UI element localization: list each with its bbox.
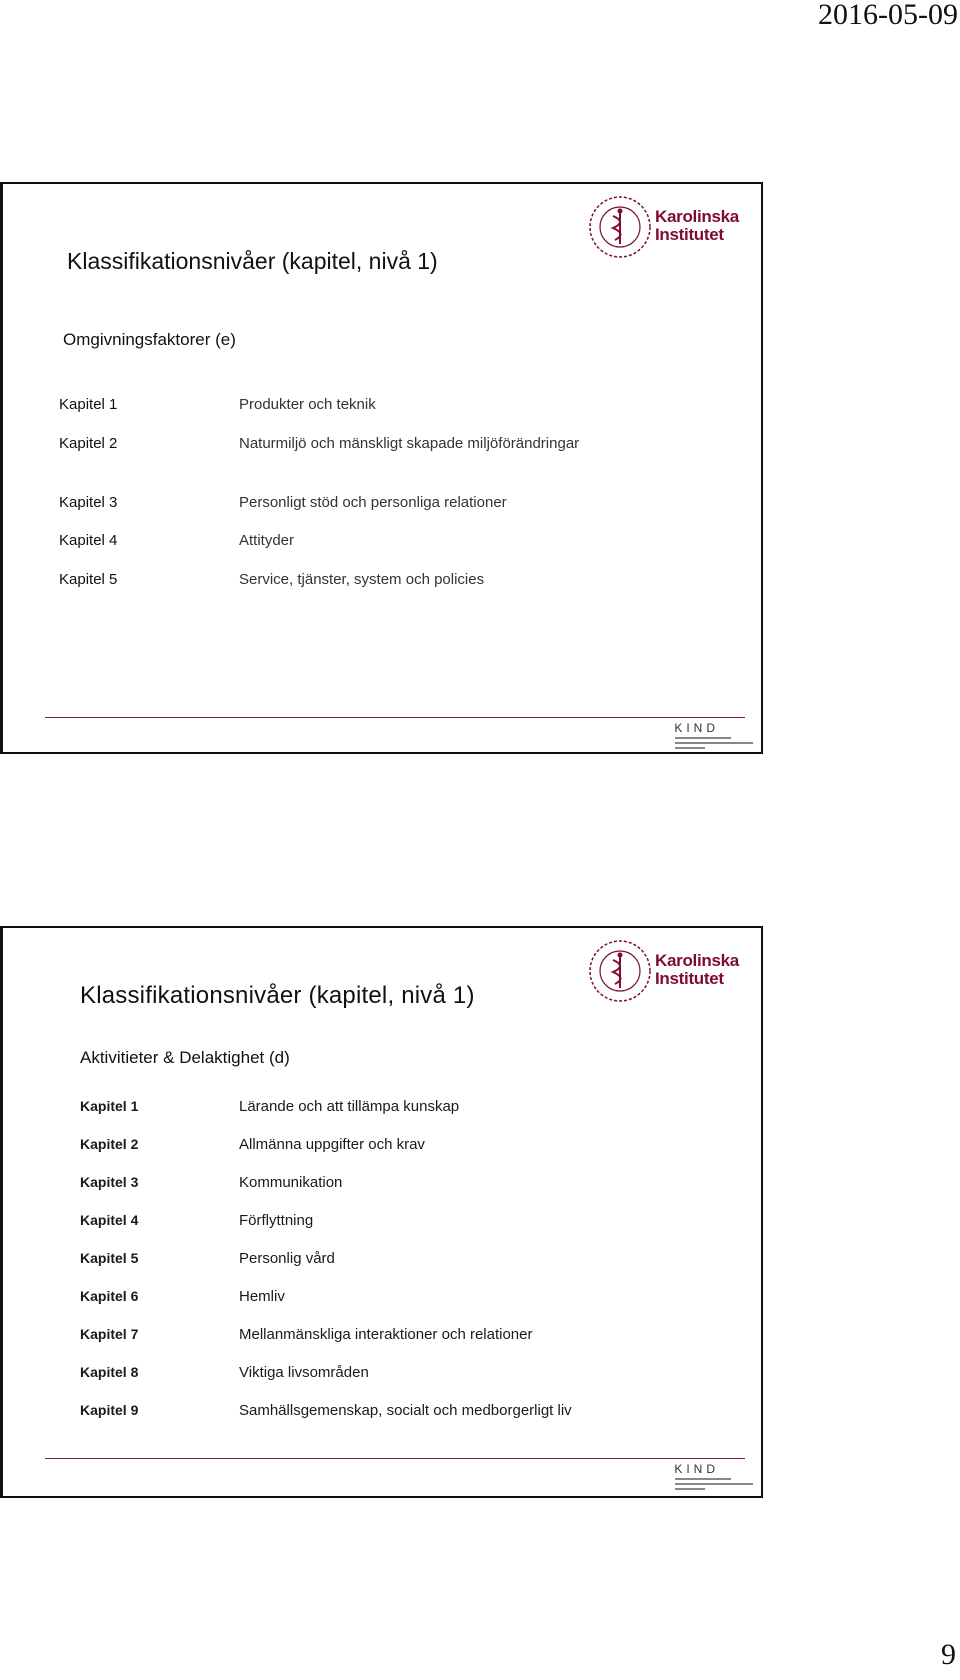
ki-seal-icon xyxy=(587,194,653,260)
ki-name xyxy=(655,208,747,244)
chapter-description: Service, tjänster, system och policies xyxy=(239,571,485,588)
chapter-row xyxy=(3,1326,743,1348)
chapter-description: Kommunikation xyxy=(239,1174,343,1191)
chapter-row xyxy=(3,494,743,516)
chapter-number: Kapitel 6 xyxy=(80,1288,139,1304)
chapter-number: Kapitel 2 xyxy=(80,1136,139,1152)
footer-divider xyxy=(45,1458,745,1459)
chapter-number: Kapitel 8 xyxy=(80,1364,139,1380)
slide-subtitle: Omgivningsfaktorer (e) xyxy=(63,330,236,349)
ki-name-line1: Karolinska xyxy=(655,951,739,970)
karolinska-logo xyxy=(587,938,747,1010)
footer-divider xyxy=(45,717,745,718)
chapter-description: Förflyttning xyxy=(239,1212,314,1229)
kind-wordmark: KIND xyxy=(674,721,719,735)
chapter-row xyxy=(3,1098,743,1120)
chapter-number: Kapitel 2 xyxy=(59,435,118,452)
kind-fine-print xyxy=(673,1476,761,1496)
chapter-row xyxy=(3,1288,743,1310)
ki-name xyxy=(655,952,747,988)
ki-name-line2: Institutet xyxy=(655,225,724,244)
chapter-description: Produkter och teknik xyxy=(239,396,376,413)
slide-subtitle: Aktivitieter & Delaktighet (d) xyxy=(80,1048,290,1067)
chapter-row xyxy=(3,532,743,554)
chapter-description: Lärande och att tillämpa kunskap xyxy=(239,1098,460,1115)
slide-2 xyxy=(0,926,763,1498)
slide-title: Klassifikationsnivåer (kapitel, nivå 1) xyxy=(80,982,475,1009)
chapter-number: Kapitel 3 xyxy=(80,1174,139,1190)
chapter-number: Kapitel 7 xyxy=(80,1326,139,1342)
chapter-row xyxy=(3,1402,743,1424)
slide-1 xyxy=(0,182,763,754)
page-number: 9 xyxy=(941,1638,956,1671)
chapter-number: Kapitel 3 xyxy=(59,494,118,511)
karolinska-logo xyxy=(587,194,747,266)
chapter-description: Naturmiljö och mänskligt skapade miljöförändringar xyxy=(239,435,580,452)
chapter-number: Kapitel 9 xyxy=(80,1402,139,1418)
chapter-number: Kapitel 1 xyxy=(80,1098,139,1114)
chapter-row xyxy=(3,571,743,593)
chapter-description: Personlig vård xyxy=(239,1250,335,1267)
chapter-description: Personligt stöd och personliga relationer xyxy=(239,494,507,511)
ki-name-line1: Karolinska xyxy=(655,207,739,226)
chapter-description: Samhällsgemenskap, socialt och medborgerligt liv xyxy=(239,1402,572,1419)
chapter-row xyxy=(3,1364,743,1386)
chapter-description: Hemliv xyxy=(239,1288,285,1305)
chapter-row xyxy=(3,396,743,418)
chapter-row xyxy=(3,1136,743,1158)
chapter-description: Attityder xyxy=(239,532,295,549)
chapter-description: Allmänna uppgifter och krav xyxy=(239,1136,425,1153)
ki-seal-icon xyxy=(587,938,653,1004)
ki-name-line2: Institutet xyxy=(655,969,724,988)
chapter-description: Mellanmänskliga interaktioner och relationer xyxy=(239,1326,533,1343)
chapter-number: Kapitel 4 xyxy=(59,532,118,549)
chapter-row xyxy=(3,1250,743,1272)
chapter-number: Kapitel 4 xyxy=(80,1212,139,1228)
slide-title: Klassifikationsnivåer (kapitel, nivå 1) xyxy=(67,248,438,274)
page-date: 2016-05-09 xyxy=(818,0,958,31)
chapter-row xyxy=(3,435,743,457)
chapter-number: Kapitel 5 xyxy=(59,571,118,588)
chapter-description: Viktiga livsområden xyxy=(239,1364,369,1381)
kind-fine-print xyxy=(673,735,761,755)
chapter-row xyxy=(3,1174,743,1196)
chapter-number: Kapitel 5 xyxy=(80,1250,139,1266)
kind-wordmark: KIND xyxy=(674,1462,719,1476)
chapter-number: Kapitel 1 xyxy=(59,396,118,413)
chapter-row xyxy=(3,1212,743,1234)
